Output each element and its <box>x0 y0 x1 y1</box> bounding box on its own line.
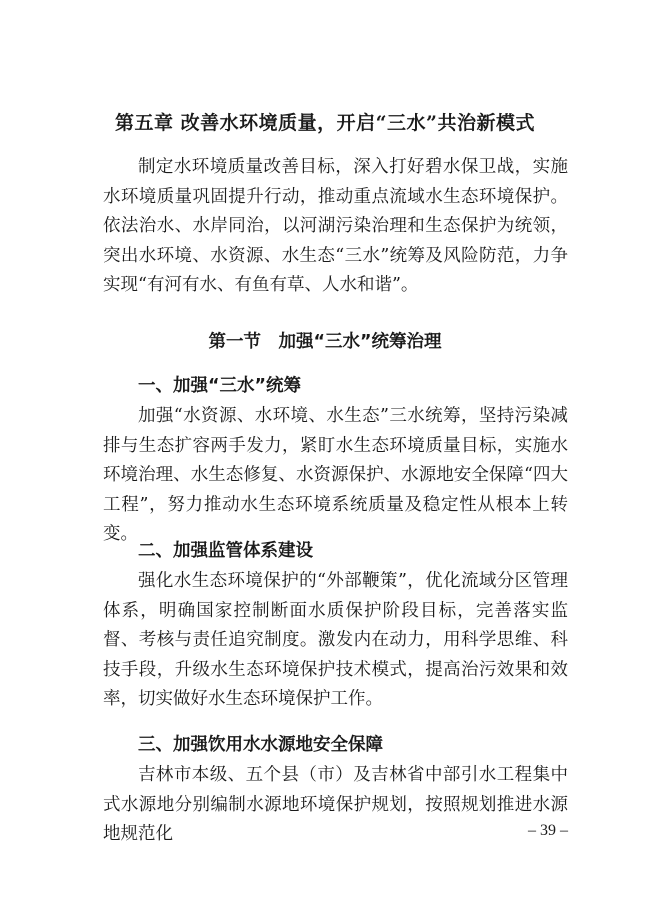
subsection-heading-2: 二、加强监管体系建设 <box>138 541 313 561</box>
chapter-intro-paragraph: 制定水环境质量改善目标，深入打好碧水保卫战，实施水环境质量巩固提升行动，推动重点流域水生态环境保护。依法治水、水岸同治，以河湖污染治理和生态保护为统领，突出水环境、水资源、水生态“三水”统筹及风险防范，力争实现“有河有水、有鱼有草、人水和谐”。 <box>103 157 568 295</box>
subsection-heading-1: 一、加强“三水”统筹 <box>138 376 302 396</box>
chapter-title: 第五章 改善水环境质量，开启“三水”共治新模式 <box>115 112 535 134</box>
subsection-body-3: 吉林市本级、五个县（市）及吉林省中部引水工程集中式水源地分别编制水源地环境保护规划，按照规划推进水源地规范化 <box>103 765 568 844</box>
subsection-body-2: 强化水生态环境保护的“外部鞭策”，优化流域分区管理体系，明确国家控制断面水质保护阶段目标，完善落实监督、考核与责任追究制度。激发内在动力，用科学思维、科技手段，升级水生态环境保护技术模式，提高治污效果和效率，切实做好水生态环境保护工作。 <box>103 571 568 709</box>
subsection-heading-3: 三、加强饮用水水源地安全保障 <box>138 735 383 755</box>
page-number: – 39 – <box>528 822 568 839</box>
subsection-body-1: 加强“水资源、水环境、水生态”三水统筹，坚持污染减排与生态扩容两手发力，紧盯水生态环境质量目标，实施水环境治理、水生态修复、水资源保护、水源地安全保障“四大工程”，努力推动水生态环境系统质量及稳定性从根本上转变。 <box>103 406 568 544</box>
section-title: 第一节 加强“三水”统筹治理 <box>208 332 442 352</box>
